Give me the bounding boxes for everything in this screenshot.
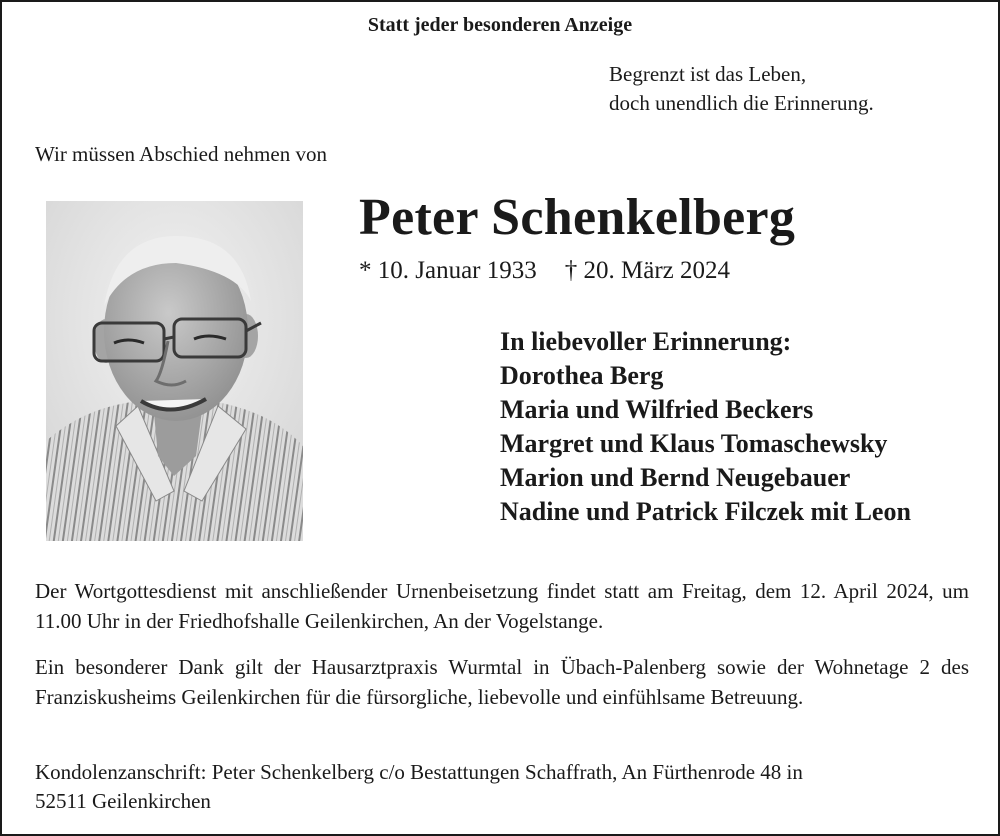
life-dates — [359, 257, 730, 285]
portrait-photo — [46, 201, 303, 541]
notice-header: Statt jeder besonderen Anzeige — [367, 14, 633, 36]
address-line-2: 52511 Geilenkirchen — [35, 789, 211, 813]
motto-verse — [609, 60, 874, 118]
thanks-text: Ein besonderer Dank gilt der Hausarztpraxis Wurmtal in Übach-Palenberg sowie der Wohnetage 2 des Franziskusheims Geilenkirchen für die fürsorgliche, liebevolle und einfühlsame Betreuung. — [35, 655, 969, 709]
motto-line-2: doch unendlich die Erinnerung. — [609, 91, 874, 115]
motto-line-1: Begrenzt ist das Leben, — [609, 62, 807, 86]
condolence-address — [35, 758, 969, 816]
mourner-name: Marion und Bernd Neugebauer — [500, 463, 851, 492]
birth-date: * 10. Januar 1933 — [359, 257, 537, 284]
intro-text: Wir müssen Abschied nehmen von — [35, 142, 327, 166]
mourner-name: Margret und Klaus Tomaschewsky — [500, 429, 888, 458]
mourner-name: Maria und Wilfried Beckers — [500, 395, 814, 424]
mourners-list — [500, 325, 911, 529]
deceased-name: Peter Schenkelberg — [359, 189, 796, 246]
mourner-name: Dorothea Berg — [500, 361, 664, 390]
mourner-name: Nadine und Patrick Filczek mit Leon — [500, 497, 911, 526]
service-details: Der Wortgottesdienst mit anschließender Urnenbeisetzung findet statt am Freitag, dem 12. April 2024, um 11.00 Uhr in der Friedhofshalle Geilenkirchen, An der Vogelstange. — [35, 579, 969, 633]
address-line-1: Kondolenzanschrift: Peter Schenkelberg c/o Bestattungen Schaffrath, An Fürthenrode 48 in — [35, 760, 803, 784]
death-date: † 20. März 2024 — [564, 257, 730, 284]
mourners-heading: In liebevoller Erinnerung: — [500, 327, 792, 356]
